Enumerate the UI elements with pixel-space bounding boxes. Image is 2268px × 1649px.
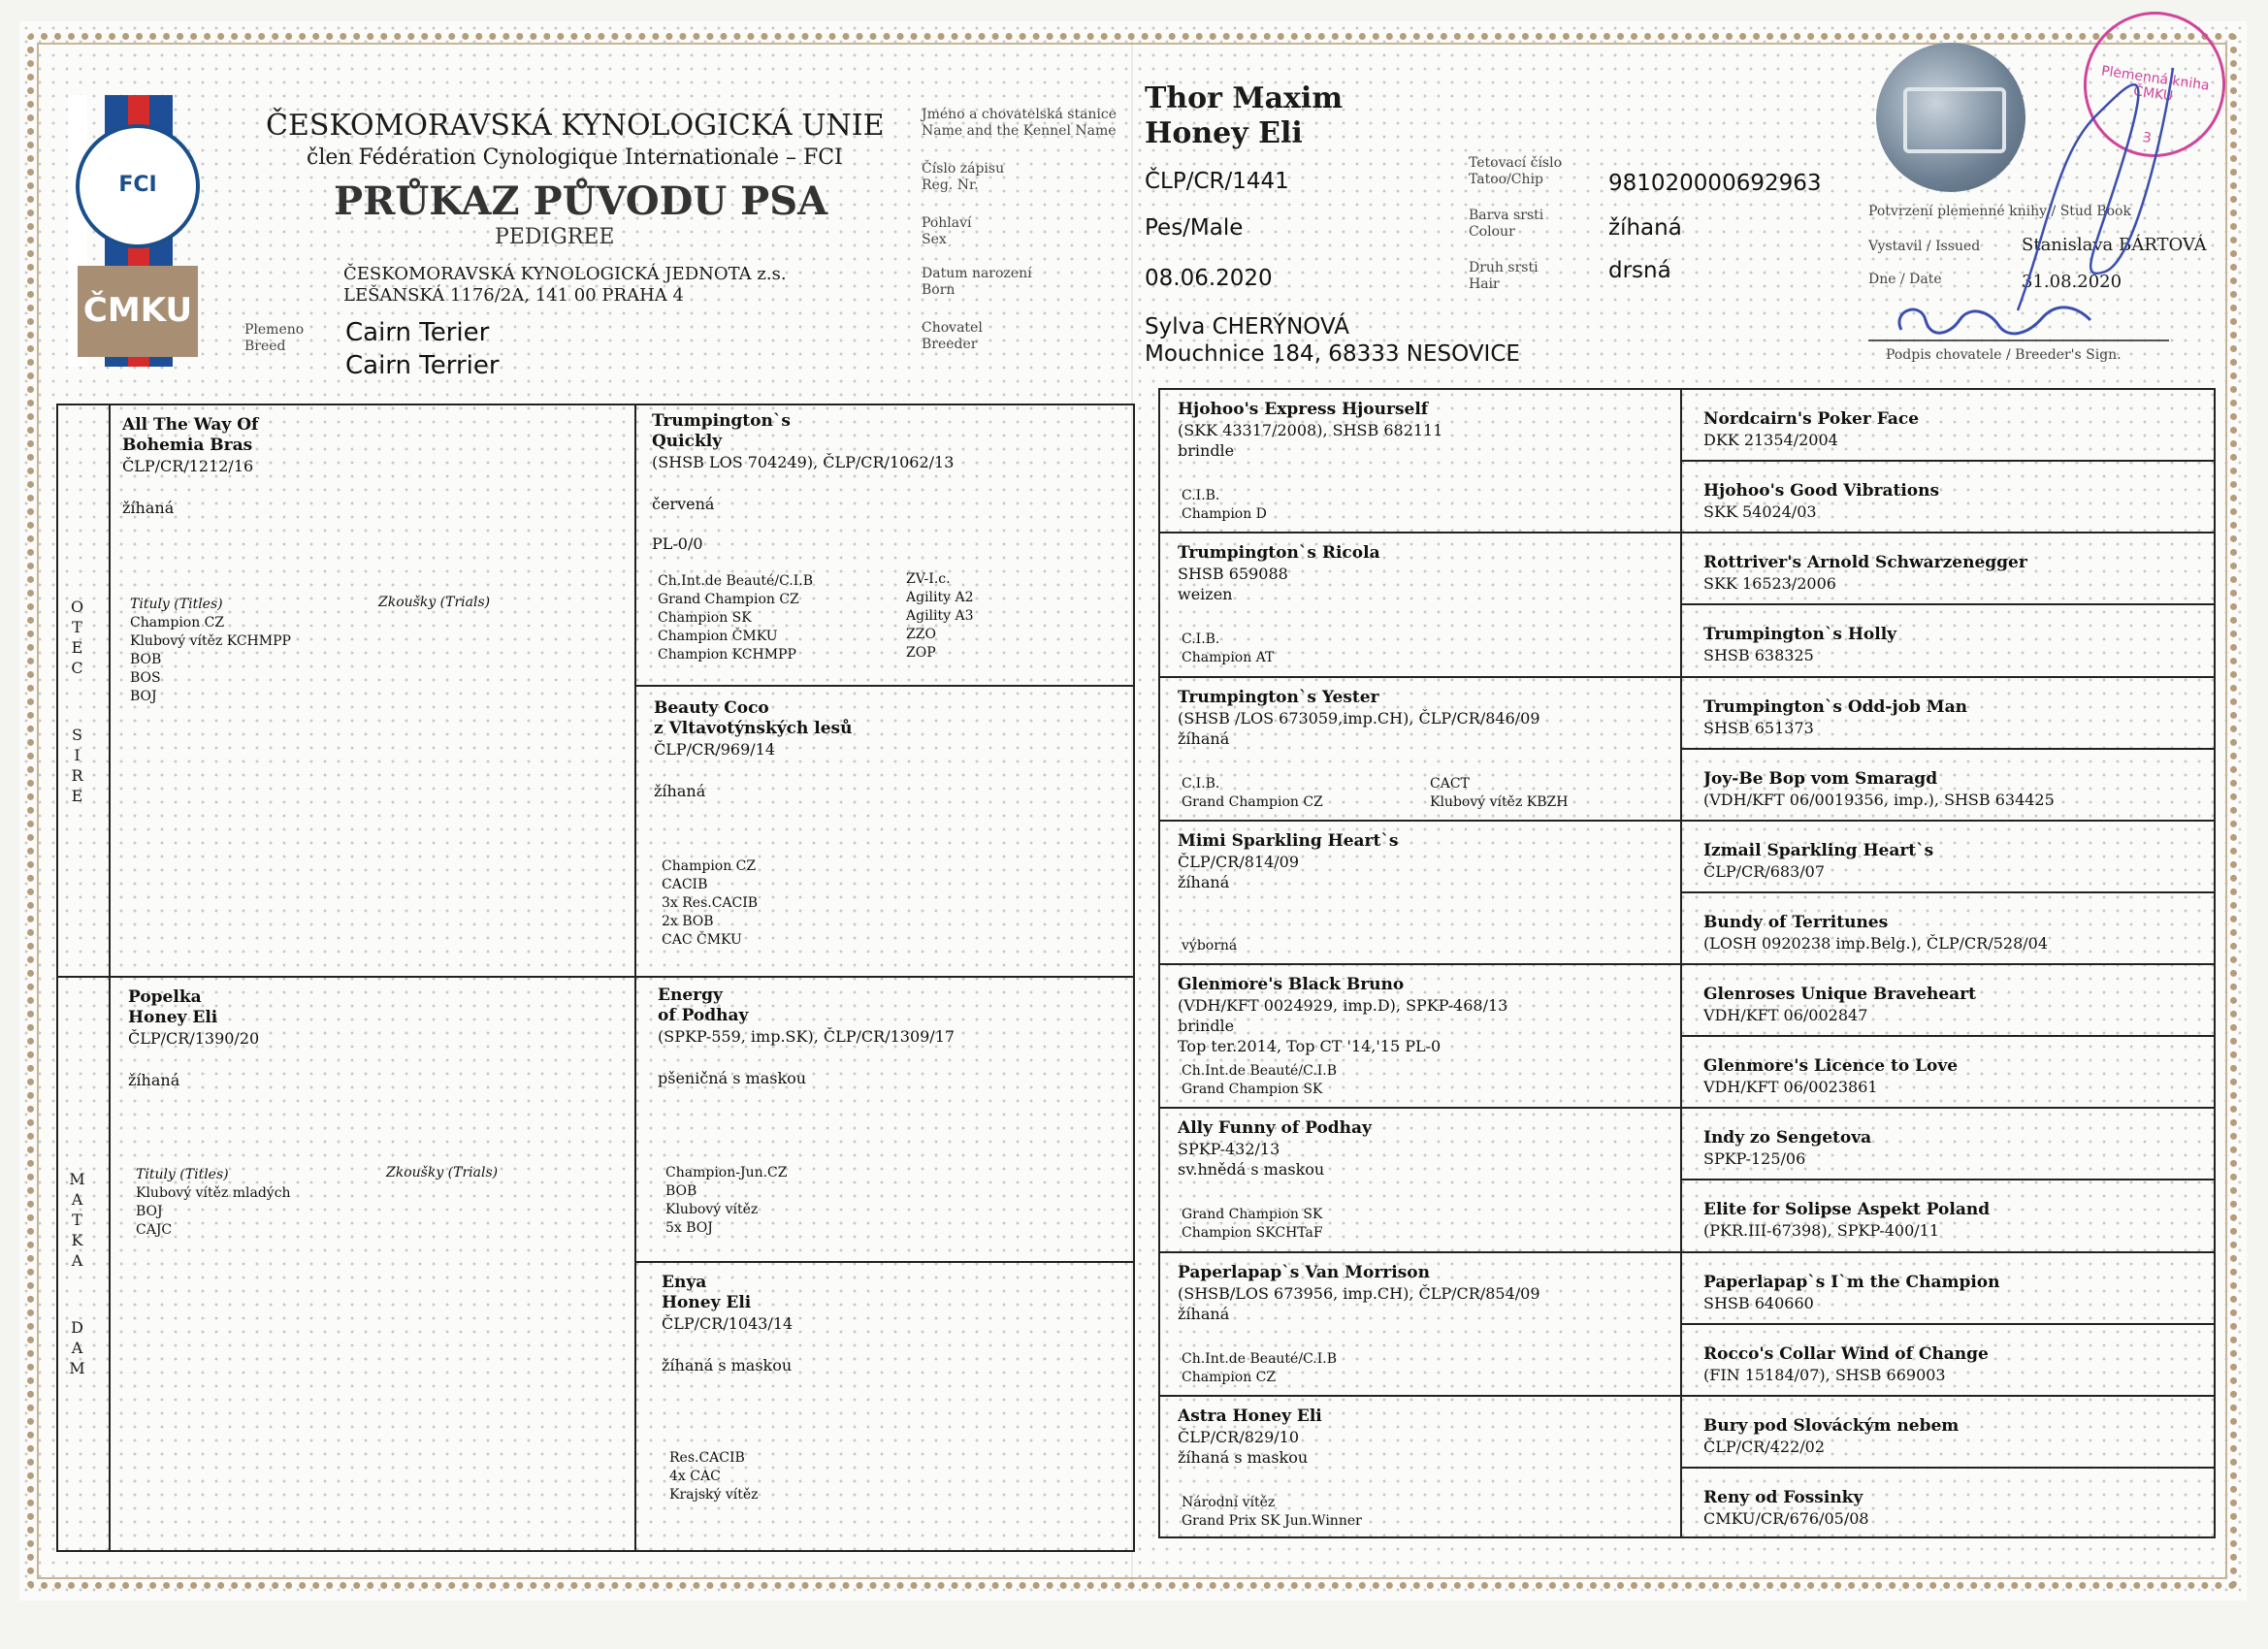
gen3-colour: brindle (1178, 1017, 1235, 1035)
gen4-name: Joy-Be Bop vom Smaragd (1703, 769, 1938, 789)
gen4-cell (1703, 481, 2210, 530)
gen4-reg: SKK 54024/03 (1703, 502, 1817, 521)
dam-titles-label: Tituly (Titles) (136, 1167, 229, 1182)
gen3-cell (1178, 1406, 1670, 1535)
gen4-cell (1703, 985, 2210, 1033)
gen2-name2: z Vltavotýnských lesů (654, 719, 853, 738)
gen3-titles: C.I.B. Champion D (1182, 488, 1267, 522)
gen2-cell-2 (658, 986, 1127, 1257)
dog-name: Thor Maxim (1145, 81, 1344, 115)
gen4-reg: SHSB 651373 (1703, 719, 1814, 737)
dam-title: BOJ (136, 1204, 163, 1219)
sire-titles (130, 596, 291, 706)
dam-name1: Popelka (128, 987, 202, 1007)
gen2-reg: ČLP/CR/969/14 (654, 740, 775, 759)
gen4-name: Reny od Fossinky (1703, 1488, 1863, 1507)
gen4-cell (1703, 697, 2210, 746)
gen4-name: Glenroses Unique Braveheart (1703, 985, 1976, 1004)
sire-colour: žíhaná (122, 499, 175, 517)
gen3-cell (1178, 831, 1670, 959)
gen4-cell (1703, 769, 2210, 818)
date-label: Dne / Date (1868, 272, 1942, 287)
gen4-name: Hjohoo's Good Vibrations (1703, 481, 1940, 501)
gen3-titles: C.I.B. Grand Champion CZ (1182, 776, 1323, 810)
breeder-name: Sylva CHERÝNOVÁ (1145, 314, 1349, 340)
breed-cz: Cairn Terier (345, 318, 490, 347)
gen4-name: Paperlapap`s I`m the Champion (1703, 1273, 2000, 1292)
sire-title: BOJ (130, 689, 157, 704)
gen4-name: Izmail Sparkling Heart`s (1703, 841, 1934, 860)
sire-side-en: SIRE (68, 726, 86, 807)
gen2-reg: (SHSB LOS 704249), ČLP/CR/1062/13 (652, 453, 955, 471)
studbook-signature (1960, 39, 2183, 320)
gen2-titles: Ch.Int.de Beauté/C.I.B Grand Champion CZ Champion SK Champion ČMKU Champion KCHMPP (658, 573, 813, 663)
dam-side-en: DAM (68, 1318, 86, 1379)
breeder-label: Chovatel Breeder (922, 320, 983, 352)
gen3-name: Astra Honey Eli (1178, 1406, 1322, 1426)
gen2-name2: Honey Eli (662, 1293, 752, 1312)
gen3-colour: žíhaná (1178, 873, 1230, 891)
gen3-titles: C.I.B. Champion AT (1182, 631, 1275, 665)
name-label: Jméno a chovatelská stanice Name and the Kennel Name (922, 107, 1118, 139)
gen3-reg: (VDH/KFT 0024929, imp.D), SPKP-468/13 (1178, 996, 1508, 1015)
breed-label: Plemeno Breed (244, 322, 305, 354)
dam-trials-label: Zkoušky (Trials) (386, 1165, 499, 1180)
dam-title: Klubový vítěz mladých (136, 1185, 291, 1201)
gen4-reg: SKK 16523/2006 (1703, 574, 1836, 593)
issuer-address: LEŠANSKÁ 1176/2A, 141 00 PRAHA 4 (343, 285, 684, 306)
dog-kennel: Honey Eli (1145, 116, 1303, 150)
breed-en: Cairn Terrier (345, 351, 500, 380)
sire-name1: All The Way Of (122, 415, 259, 435)
doc-title: PRŮKAZ PŮVODU PSA (334, 178, 828, 224)
dam-titles (136, 1166, 291, 1240)
gen4-name: Rocco's Collar Wind of Change (1703, 1344, 1989, 1364)
gen2-name1: Beauty Coco (654, 698, 769, 718)
gen3-reg: (SKK 43317/2008), SHSB 682111 (1178, 421, 1443, 439)
sire-trials-label: Zkoušky (Trials) (378, 595, 491, 610)
dog-chip: 981020000692963 (1608, 171, 1822, 196)
gen4-name: Indy zo Sengetova (1703, 1128, 1872, 1148)
gen4-reg: ČLP/CR/422/02 (1703, 1438, 1825, 1456)
gen3-cell (1178, 543, 1670, 671)
dam-colour: žíhaná (128, 1071, 180, 1089)
gen3-titles: Grand Champion SK Champion SKCHTaF (1182, 1207, 1323, 1241)
gen3-colour: sv.hnědá s maskou (1178, 1160, 1325, 1179)
sire-reg: ČLP/CR/1212/16 (122, 457, 254, 475)
gen4-reg: SHSB 640660 (1703, 1294, 1814, 1312)
dam-cell (128, 987, 627, 1540)
hair-label: Druh srsti Hair (1469, 260, 1539, 292)
reg-label: Číslo zápisu Reg. Nr. (922, 161, 1005, 193)
gen4-name: Bundy of Territunes (1703, 913, 1889, 932)
gen4-cell (1703, 841, 2210, 889)
born-label: Datum narození Born (922, 266, 1032, 298)
gen2-titles: Res.CACIB 4x CAC Krajský vítěz (669, 1450, 759, 1503)
gen4-cell (1703, 625, 2210, 673)
gen4-reg: DKK 21354/2004 (1703, 431, 1838, 449)
gen2-colour: červená (652, 495, 715, 513)
gen4-reg: (PKR.III-67398), SPKP-400/11 (1703, 1221, 1940, 1240)
gen4-cell (1703, 553, 2210, 601)
gen2-extra: PL-0/0 (652, 534, 703, 553)
sex-label: Pohlaví Sex (922, 215, 972, 247)
gen3-cell (1178, 1118, 1670, 1246)
gen2-colour: pšeničná s maskou (658, 1069, 807, 1087)
gen3-titles2: CACT Klubový vítěz KBZH (1430, 776, 1569, 810)
dog-hair: drsná (1608, 258, 1671, 283)
gen3-titles: Ch.Int.de Beauté/C.I.B Grand Champion SK (1182, 1063, 1337, 1097)
stamp-number: 3 (2141, 129, 2153, 146)
gen2-trials: ZV-I.c. Agility A2 Agility A3 ZZO ZOP (906, 571, 974, 661)
issued-by: Stanislava BÁRTOVÁ (2022, 235, 2207, 255)
dog-reg: ČLP/CR/1441 (1145, 169, 1289, 194)
gen4-name: Trumpington`s Odd-job Man (1703, 697, 1967, 717)
gen4-cell (1703, 1128, 2210, 1177)
gen3-colour: žíhaná s maskou (1178, 1448, 1309, 1467)
gen2-cell-3 (662, 1273, 1127, 1544)
dog-colour: žíhaná (1608, 215, 1682, 241)
dam-side-label (68, 1170, 97, 1379)
sire-title: Champion CZ (130, 615, 225, 630)
org-name: ČESKOMORAVSKÁ KYNOLOGICKÁ UNIE (266, 109, 885, 143)
gen3-colour: weizen (1178, 585, 1233, 603)
colour-label: Barva srsti Colour (1469, 208, 1544, 240)
gen4-reg: (FIN 15184/07), SHSB 669003 (1703, 1366, 1946, 1384)
gen4-reg: ČLP/CR/683/07 (1703, 862, 1825, 881)
studbook-confirm-label: Potvrzení plemenné knihy / Stud Book (1868, 204, 2131, 219)
gen3-cell (1178, 1263, 1670, 1391)
gen4-cell (1703, 913, 2210, 961)
gen3-cell (1178, 688, 1670, 816)
dog-born: 08.06.2020 (1145, 266, 1273, 291)
gen3-titles: Ch.Int.de Beauté/C.I.B Champion CZ (1182, 1351, 1337, 1385)
gen3-titles: výborná (1182, 938, 1238, 954)
gen4-cell (1703, 1488, 2210, 1536)
gen3-name: Glenmore's Black Bruno (1178, 975, 1405, 994)
sire-side-label (68, 598, 97, 807)
gen3-name: Paperlapap`s Van Morrison (1178, 1263, 1430, 1282)
gen4-reg: (VDH/KFT 06/0019356, imp.), SHSB 634425 (1703, 791, 2055, 809)
gen2-reg: ČLP/CR/1043/14 (662, 1314, 794, 1333)
signature-line (1868, 340, 2169, 341)
gen3-reg: ČLP/CR/814/09 (1178, 853, 1299, 871)
gen2-cell-0 (652, 411, 1127, 679)
gen3-reg: SPKP-432/13 (1178, 1140, 1280, 1158)
gen4-reg: VDH/KFT 06/002847 (1703, 1006, 1868, 1024)
gen4-cell (1703, 409, 2210, 458)
stamp-text: Plemenná kniha ČMKU (2100, 63, 2211, 105)
gen4-name: Nordcairn's Poker Face (1703, 409, 1920, 429)
gen3-name: Trumpington`s Yester (1178, 688, 1379, 707)
gen4-cell (1703, 1273, 2210, 1321)
sire-title: BOS (130, 670, 161, 686)
gen2-name2: Quickly (652, 432, 723, 451)
gen4-name: Bury pod Slováckým nebem (1703, 1416, 1960, 1436)
doc-subtitle: PEDIGREE (495, 225, 615, 249)
issued-date: 31.08.2020 (2022, 272, 2122, 292)
gen3-name: Hjohoo's Express Hjourself (1178, 400, 1429, 419)
gen3-reg: (SHSB/LOS 673956, imp.CH), ČLP/CR/854/09 (1178, 1284, 1540, 1303)
gen4-reg: VDH/KFT 06/0023861 (1703, 1078, 1878, 1096)
gen4-reg: CMKU/CR/676/05/08 (1703, 1509, 1869, 1528)
sire-title: Klubový vítěz KCHMPP (130, 633, 291, 649)
gen4-cell (1703, 1344, 2210, 1393)
sire-name2: Bohemia Bras (122, 436, 253, 455)
gen2-name1: Trumpington`s (652, 411, 791, 431)
gen3-reg: (SHSB /LOS 673059,imp.CH), ČLP/CR/846/09 (1178, 709, 1540, 728)
gen3-cell (1178, 975, 1670, 1103)
gen2-name1: Energy (658, 986, 723, 1005)
gen4-reg: SPKP-125/06 (1703, 1149, 1806, 1168)
gen4-cell (1703, 1200, 2210, 1248)
gen4-cell (1703, 1056, 2210, 1105)
chip-label: Tetovací číslo Tatoo/Chip (1469, 155, 1563, 187)
logo (68, 95, 213, 367)
gen3-name: Mimi Sparkling Heart`s (1178, 831, 1399, 851)
sire-titles-label: Tituly (Titles) (130, 597, 223, 612)
gen4-name: Elite for Solipse Aspekt Poland (1703, 1200, 1991, 1219)
gen2-cell-1 (654, 698, 1127, 970)
dam-name2: Honey Eli (128, 1008, 218, 1027)
issued-label: Vystavil / Issued (1868, 239, 1981, 254)
gen3-titles: Národní vítěz Grand Prix SK Jun.Winner (1182, 1495, 1362, 1529)
gen4-name: Glenmore's Licence to Love (1703, 1056, 1959, 1076)
org-member: člen Fédération Cynologique Internationale – FCI (307, 146, 843, 170)
gen2-titles: Champion CZ CACIB 3x Res.CACIB 2x BOB CAC ČMKU (662, 858, 759, 948)
cmku-logo (78, 266, 198, 357)
gen2-name2: of Podhay (658, 1006, 749, 1025)
dam-side-cz: MATKA (68, 1170, 86, 1272)
gen4-reg: SHSB 638325 (1703, 646, 1814, 664)
gen3-reg: SHSB 659088 (1178, 565, 1288, 583)
breeder-address: Mouchnice 184, 68333 NESOVICE (1145, 341, 1520, 367)
gen3-name: Ally Funny of Podhay (1178, 1118, 1372, 1138)
sire-side-cz: OTEC (68, 598, 86, 679)
gen3-reg: ČLP/CR/829/10 (1178, 1428, 1299, 1446)
gen2-reg: (SPKP-559, imp.SK), ČLP/CR/1309/17 (658, 1027, 956, 1046)
signature-label: Podpis chovatele / Breeder's Sign. (1886, 347, 2122, 363)
gen2-colour: žíhaná (654, 782, 706, 800)
cmku-logo-text: ČMKU (82, 291, 193, 330)
gen2-name1: Enya (662, 1273, 707, 1292)
issuer-name: ČESKOMORAVSKÁ KYNOLOGICKÁ JEDNOTA z.s. (343, 264, 787, 284)
dog-sex: Pes/Male (1145, 215, 1244, 241)
gen3-name: Trumpington`s Ricola (1178, 543, 1380, 563)
sire-cell (122, 415, 627, 968)
gen3-extra: Top ter.2014, Top CT '14,'15 PL-0 (1178, 1037, 1442, 1055)
dam-title: CAJC (136, 1222, 173, 1238)
gen4-name: Rottriver's Arnold Schwarzenegger (1703, 553, 2027, 572)
gen4-cell (1703, 1416, 2210, 1465)
fci-logo (76, 124, 200, 248)
sire-title: BOB (130, 652, 162, 667)
gen2-colour: žíhaná s maskou (662, 1356, 793, 1374)
fci-logo-text: FCI (118, 173, 157, 197)
gen3-colour: žíhaná (1178, 1305, 1230, 1323)
gen4-reg: (LOSH 0920238 imp.Belg.), ČLP/CR/528/04 (1703, 934, 2049, 953)
gen3-cell (1178, 400, 1670, 528)
gen4-name: Trumpington`s Holly (1703, 625, 1897, 644)
gen2-titles: Champion-Jun.CZ BOB Klubový vítěz 5x BOJ (665, 1165, 788, 1236)
gen3-colour: žíhaná (1178, 729, 1230, 748)
dam-reg: ČLP/CR/1390/20 (128, 1029, 260, 1048)
gen3-colour: brindle (1178, 441, 1235, 460)
